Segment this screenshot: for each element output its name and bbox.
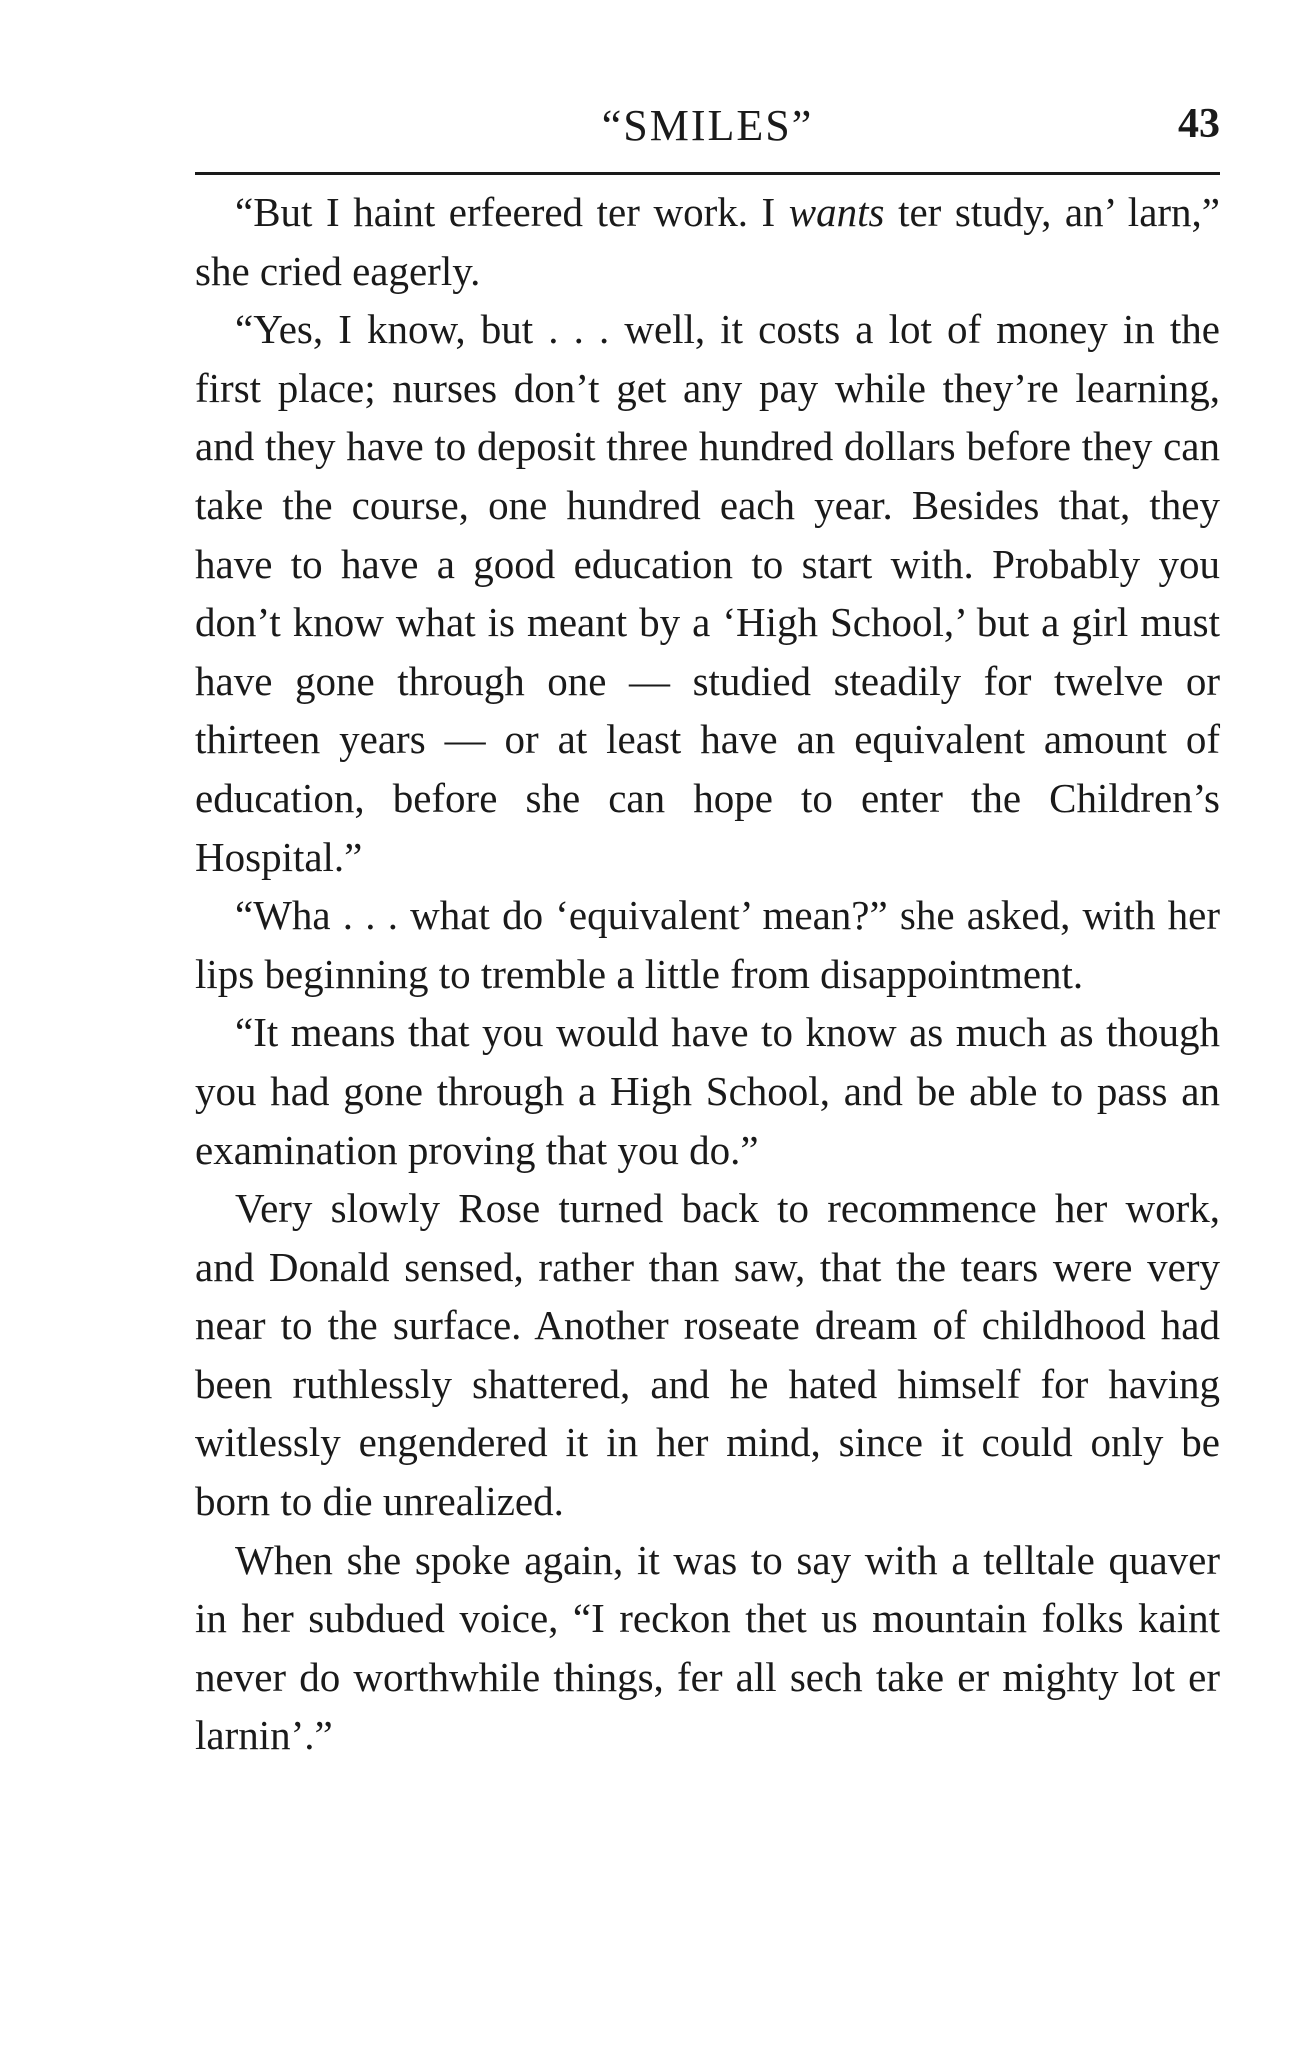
paragraph-2: “Yes, I know, but . . . well, it costs a lot of money in the first place; nurses don’t get any pay while they’re learning, and they have to deposit three hundred dollars before they can take the course, one hundred each year. Besides that, they have to have a good education to start with. Probably you don’t know what is meant by a ‘High School,’ but a girl must have gone through one — studied steadily for twelve or thirteen years — or at least have an equivalent amount of education, before she can hope to enter the Children’s Hospital.” [195,306,1220,880]
paragraph-1-after: ter study, an’ larn,” she cried eagerly. [195,189,1220,294]
paragraph-1-emphasis: wants [788,189,885,235]
body-text [195,183,1220,1765]
paragraph-4: “It means that you would have to know as much as though you had gone through a High School, and be able to pass an examination proving that you do.” [195,1009,1220,1173]
paragraph-3: “Wha . . . what do ‘equivalent’ mean?” she asked, with her lips beginning to tremble a little from disappointment. [195,892,1220,997]
book-page [195,100,1220,1765]
page-number: 43 [1178,101,1220,147]
paragraph-6: When she spoke again, it was to say with a telltale quaver in her subdued voice, “I reckon thet us mountain folks kaint never do worthwhile things, fer all sech take er mighty lot er larnin’.” [195,1536,1220,1759]
paragraph-1 [195,183,1220,300]
page-header [195,100,1220,160]
paragraph-5: Very slowly Rose turned back to recommence her work, and Donald sensed, rather than saw, that the tears were very near to the surface. Another roseate dream of childhood had been ruthlessly shattered, and he hated himself for having witlessly engendered it in her mind, since it could only be born to die unrealized. [195,1185,1220,1525]
paragraph-1-before: “But I haint erfeered ter work. I [235,189,789,235]
header-rule [195,172,1220,175]
running-title: “SMILES” [601,101,814,150]
